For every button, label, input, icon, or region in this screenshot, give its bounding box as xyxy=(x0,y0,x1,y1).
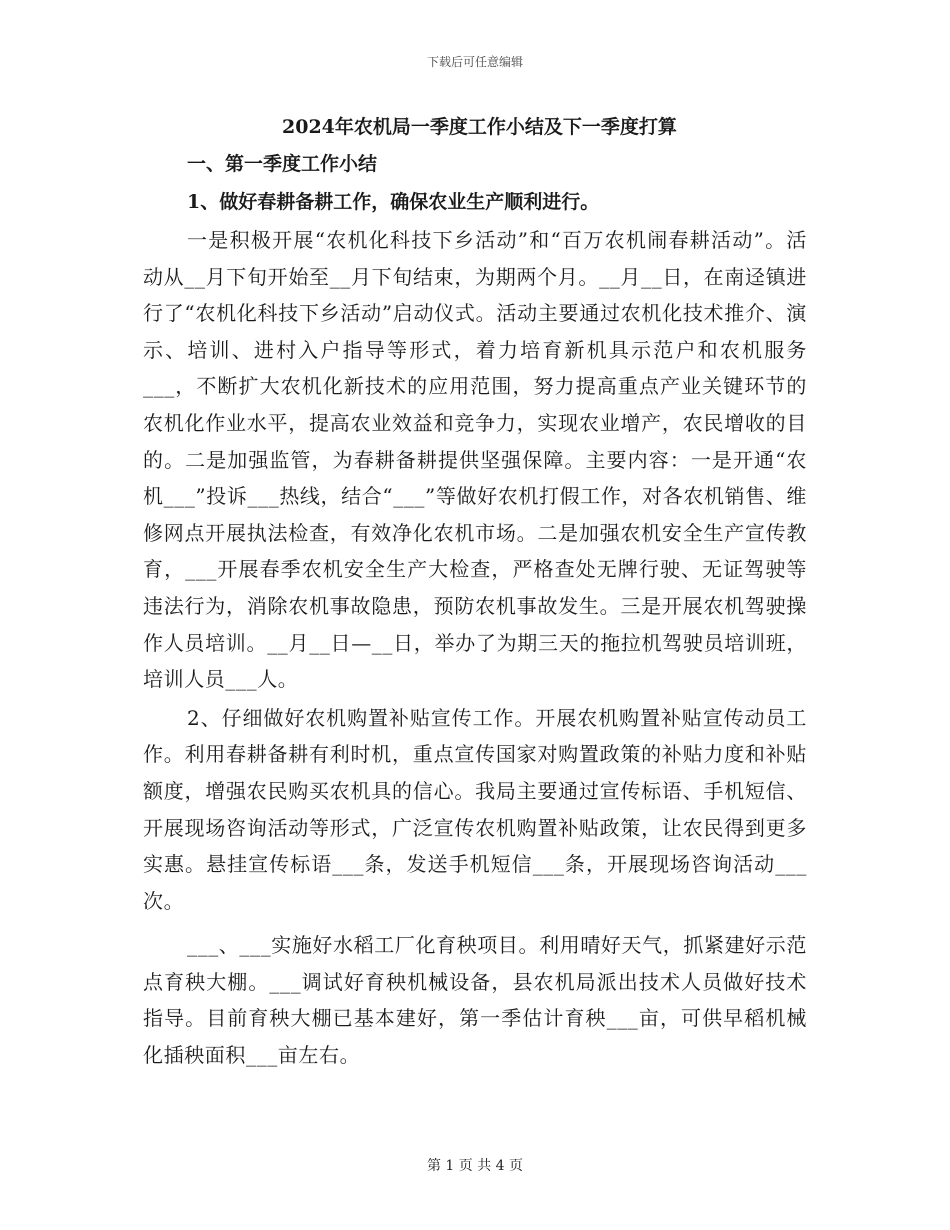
document-title: 2024年农机局一季度工作小结及下一季度打算 xyxy=(282,116,677,138)
document-body xyxy=(143,112,807,1074)
page-number-footer: 第 1 页 共 4 页 xyxy=(426,1158,524,1174)
paragraph-subsidy-publicity: 2、仔细做好农机购置补贴宣传工作。开展农机购置补贴宣传动员工作。利用春耕备耕有利时机，重点宣传国家对购置政策的补贴力度和补贴额度，增强农民购买农机具的信心。我局主要通过宣传标语、手机短信、开展现场咨询活动等形式，广泛宣传农机购置补贴政策，让农民得到更多实惠。悬挂宣传标语___条，发送手机短信___条，开展现场咨询活动___次。 xyxy=(143,705,807,913)
section-heading: 一、第一季度工作小结 xyxy=(187,153,378,175)
subsection-heading: 1、做好春耕备耕工作，确保农业生产顺利进行。 xyxy=(187,191,600,213)
paragraph-rice-seedling: ___、___实施好水稻工厂化育秧项目。利用晴好天气，抓紧建好示范点育秧大棚。___调试好育秧机械设备，县农机局派出技术人员做好技术指导。目前育秧大棚已基本建好，第一季估计育秧___亩，可供早稻机械化插秧面积___亩左右。 xyxy=(143,933,807,1068)
page-header: 下载后可任意编辑 xyxy=(426,55,523,69)
paragraph-spring-plowing: 一是积极开展“农机化科技下乡活动”和“百万农机闹春耕活动”。活动从__月下旬开始至__月下旬结束，为期两个月。__月__日，在南迳镇进行了“农机化科技下乡活动”启动仪式。活动主要通过农机化技术推介、演示、培训、进村入户指导等形式，着力培育新机具示范户和农机服务___，不断扩大农机化新技术的应用范围，努力提高重点产业关键环节的农机化作业水平，提高农业效益和竞争力，实现农业增产，农民增收的目的。二是加强监管，为春耕备耕提供坚强保障。主要内容：一是开通“农机___”投诉___热线，结合“___”等做好农机打假工作，对各农机销售、维修网点开展执法检查，有效净化农机市场。二是加强农机安全生产宣传教育，___开展春季农机安全生产大检查，严格查处无牌行驶、无证驾驶等违法行为，消除农机事故隐患，预防农机事故发生。三是开展农机驾驶操作人员培训。__月__日—__日，举办了为期三天的拖拉机驾驶员培训班，培训人员___人。 xyxy=(143,228,807,692)
